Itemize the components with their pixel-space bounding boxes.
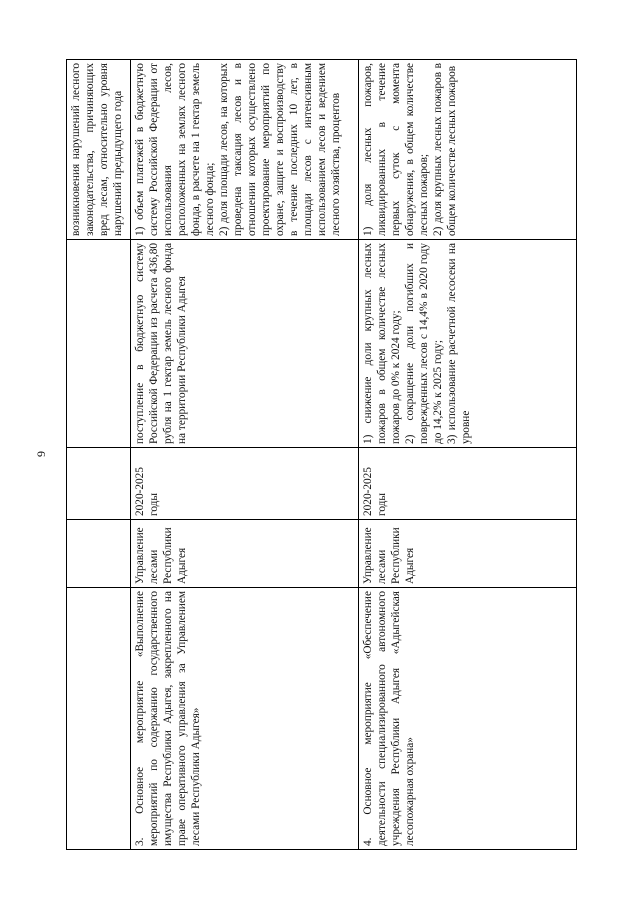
page-number: 9 [34, 451, 48, 457]
table-row [67, 60, 131, 850]
period-cell: 2020-2025 годы [359, 448, 577, 520]
result-cell: поступление в бюджетную систему Российской Федерации из расчета 436,80 рубля на 1 гектар земель лесного фонда на территории Республики Адыгея [131, 240, 359, 448]
result-cell: 1) снижение доли крупных лесных пожаров в общем количестве лесных пожаров до 0% к 2024 году; 2) сокращение доли погибших и поврежденных лесов с 14,4% в 2020 году до 14,2% к 2025 году; 3) использование расчетной лесосеки на уровне [359, 240, 577, 448]
period-cell [67, 448, 131, 520]
period-cell: 2020-2025 годы [131, 448, 359, 520]
indicators-cell: 1) доля лесных пожаров, ликвидированных в течение первых суток с момента обнаружения, в общем количестве лесных пожаров; 2) доля крупных лесных пожаров в общем количестве лесных пожаров [359, 60, 577, 240]
table-row [359, 60, 577, 850]
result-cell [67, 240, 131, 448]
program-measures-table [66, 59, 577, 850]
rotated-page-content [66, 60, 576, 850]
indicators-cell: 1) объем платежей в бюджетную систему Российской Федерации от использования лесов, расположенных на землях лесного фонда, в расчете на 1 гектар земель лесного фонда; 2) доля площади лесов, на которых проведена таксация лесов и в отношении которых осуществлено проектирование мероприятий по охране, защите и воспроизводству в течение последних 10 лет, в площади лесов с интенсивным использованием лесов и ведением лесного хозяйства, процентов [131, 60, 359, 240]
executor-cell: Управление лесами Республики Адыгея [131, 520, 359, 588]
measure-cell: 4. Основное мероприятие «Обеспечение деятельности специализированного автономного учреждения Республики Адыгея «Адыгейская лесопожарная охрана» [359, 588, 577, 850]
executor-cell [67, 520, 131, 588]
measure-cell [67, 588, 131, 850]
measure-cell: 3. Основное мероприятие «Выполнение мероприятий по содержанию государственного имущества Республики Адыгея, закрепленного на праве оперативного управления за Управлением лесами Республики Адыгея» [131, 588, 359, 850]
table-row [131, 60, 359, 850]
executor-cell: Управление лесами Республики Адыгея [359, 520, 577, 588]
indicators-cell: возникновения нарушений лесного законодательства, причиняющих вред лесам, относительно уровня нарушений предыдущего года [67, 60, 131, 240]
